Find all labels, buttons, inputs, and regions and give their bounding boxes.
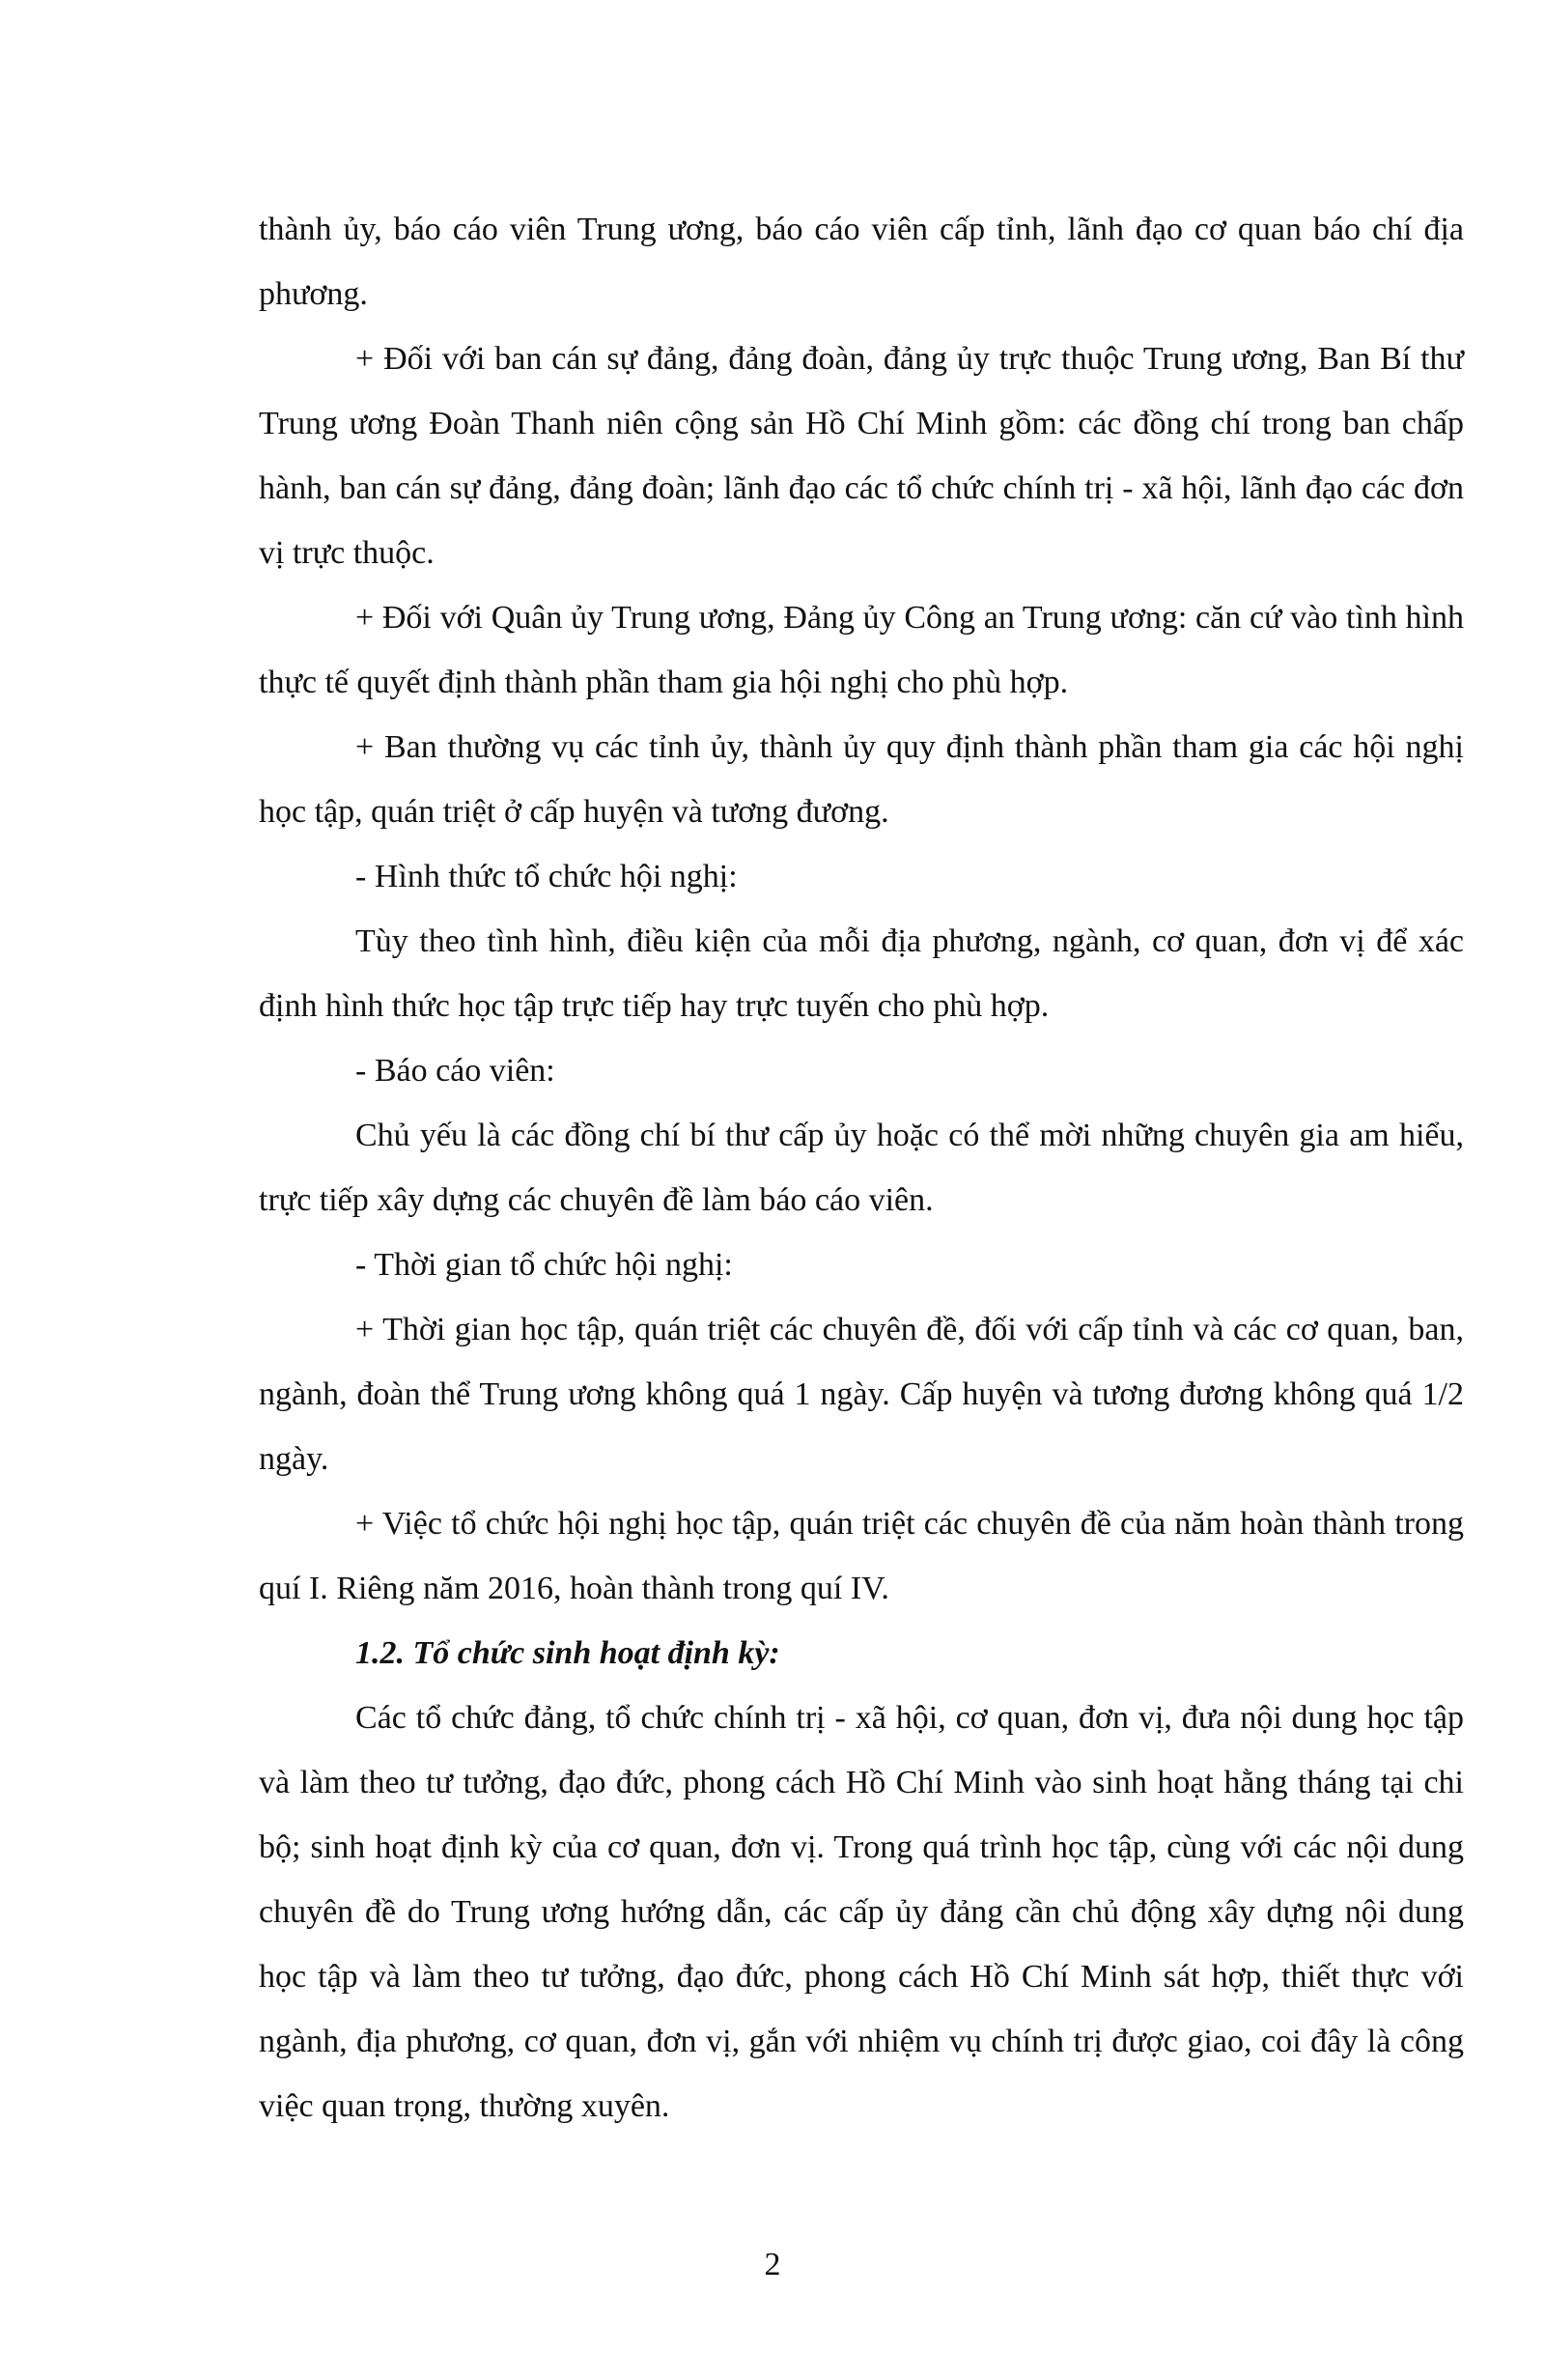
paragraph-party-committees: + Đối với ban cán sự đảng, đảng đoàn, đảng ủy trực thuộc Trung ương, Ban Bí thư Trung ương Đoàn Thanh niên cộng sản Hồ Chí Minh gồm: các đồng chí trong ban chấp hành, ban cán sự đảng, đảng đoàn; lãnh đạo các tổ chức chính trị - xã hội, lãnh đạo các đơn vị trực thuộc. (259, 341, 1464, 571)
paragraph-speakers-body: Chủ yếu là các đồng chí bí thư cấp ủy hoặc có thể mời những chuyên gia am hiểu, trực tiếp xây dựng các chuyên đề làm báo cáo viên. (259, 1118, 1464, 1218)
paragraph-format-label: - Hình thức tổ chức hội nghị: (355, 859, 738, 894)
paragraph-format-body: Tùy theo tình hình, điều kiện của mỗi địa phương, ngành, cơ quan, đơn vị để xác định hình thức học tập trực tiếp hay trực tuyến cho phù hợp. (259, 923, 1464, 1024)
page-number: 2 (764, 2247, 781, 2282)
section-heading: 1.2. Tổ chức sinh hoạt định kỳ: (355, 1635, 780, 1671)
paragraph-time-duration: + Thời gian học tập, quán triệt các chuyên đề, đối với cấp tỉnh và các cơ quan, ban, ngành, đoàn thể Trung ương không quá 1 ngày. Cấp huyện và tương đương không quá 1/2 ngày. (259, 1312, 1464, 1477)
paragraph-time-schedule: + Việc tổ chức hội nghị học tập, quán triệt các chuyên đề của năm hoàn thành trong quí I. Riêng năm 2016, hoàn thành trong quí IV. (259, 1506, 1464, 1606)
document-body (259, 197, 1464, 2139)
paragraph-provincial-standing: + Ban thường vụ các tỉnh ủy, thành ủy quy định thành phần tham gia các hội nghị học tập, quán triệt ở cấp huyện và tương đương. (259, 729, 1464, 830)
paragraph-time-label: - Thời gian tổ chức hội nghị: (355, 1247, 733, 1283)
paragraph-military-police: + Đối với Quân ủy Trung ương, Đảng ủy Công an Trung ương: căn cứ vào tình hình thực tế quyết định thành phần tham gia hội nghị cho phù hợp. (259, 600, 1464, 700)
paragraph-speakers-label: - Báo cáo viên: (355, 1053, 555, 1089)
paragraph-continuation: thành ủy, báo cáo viên Trung ương, báo cáo viên cấp tỉnh, lãnh đạo cơ quan báo chí địa phương. (259, 212, 1464, 312)
paragraph-periodic-activities: Các tổ chức đảng, tổ chức chính trị - xã hội, cơ quan, đơn vị, đưa nội dung học tập và làm theo tư tưởng, đạo đức, phong cách Hồ Chí Minh vào sinh hoạt hằng tháng tại chi bộ; sinh hoạt định kỳ của cơ quan, đơn vị. Trong quá trình học tập, cùng với các nội dung chuyên đề do Trung ương hướng dẫn, các cấp ủy đảng cần chủ động xây dựng nội dung học tập và làm theo tư tưởng, đạo đức, phong cách Hồ Chí Minh sát hợp, thiết thực với ngành, địa phương, cơ quan, đơn vị, gắn với nhiệm vụ chính trị được giao, coi đây là công việc quan trọng, thường xuyên. (259, 1700, 1464, 2124)
